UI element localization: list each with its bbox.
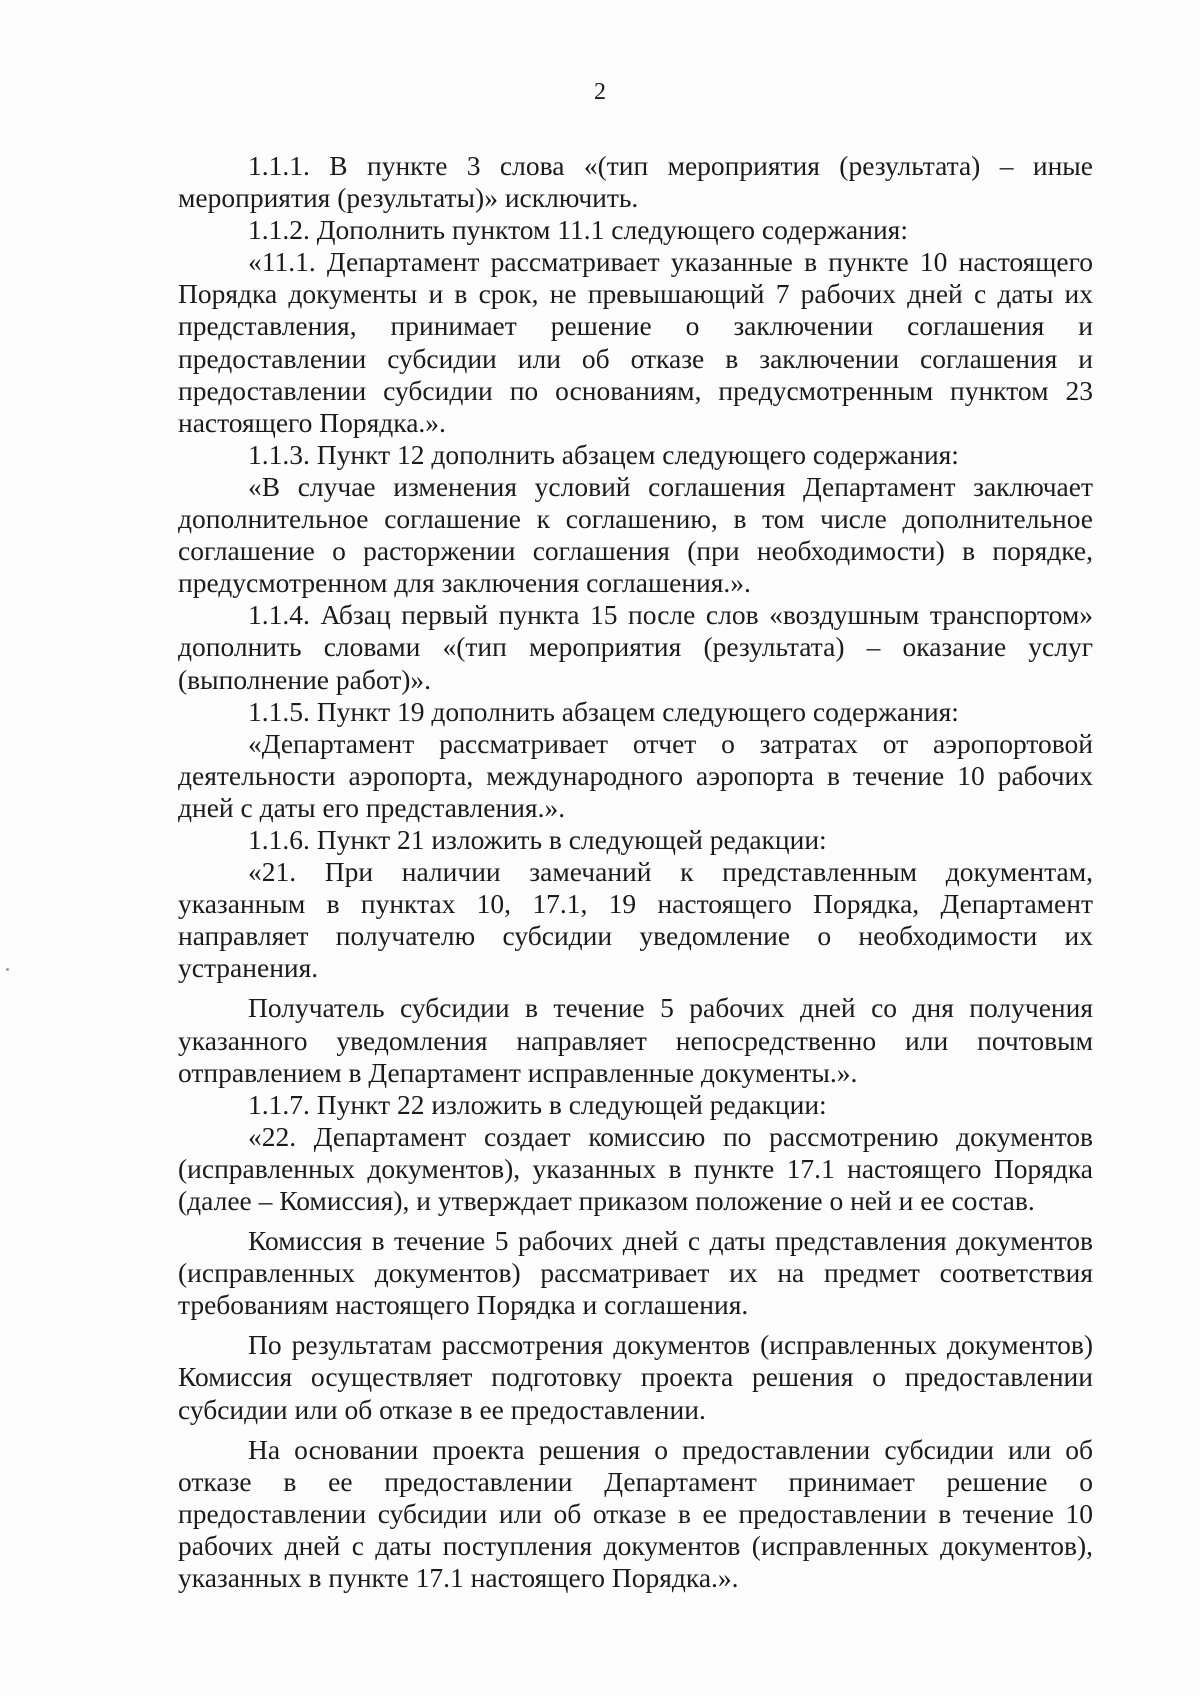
paragraph-1-1-6: 1.1.6. Пункт 21 изложить в следующей редакции:: [248, 823, 827, 855]
paragraph-1-1-4: 1.1.4. Абзац первый пункта 15 после слов «воздушным транспортом» дополнить словами «(тип мероприятия (результата) – оказание услуг (выполнение работ)».: [178, 599, 1093, 695]
paragraph-22-commission: Комиссия в течение 5 рабочих дней с даты представления документов (исправленных документов) рассматривает их на предмет соответствия требованиям настоящего Порядка и соглашения.: [178, 1225, 1093, 1321]
paragraph-1-1-3: 1.1.3. Пункт 12 дополнить абзацем следующего содержания:: [248, 438, 959, 470]
paragraph-21-recipient: Получатель субсидии в течение 5 рабочих дней со дня получения указанного уведомления направляет непосредственно или почтовым отправлением в Департамент исправленные документы.».: [178, 992, 1093, 1088]
paragraph-quote-21: «21. При наличии замечаний к представленным документам, указанным в пунктах 10, 17.1, 19 настоящего Порядка, Департамент направляет получателю субсидии уведомление о необходимости их устранения.: [178, 856, 1093, 984]
paragraph-22-decision: На основании проекта решения о предоставлении субсидии или об отказе в ее предоставлении Департамент принимает решение о предоставлении субсидии или об отказе в ее предоставлении в течение 10 рабочих дней с даты поступления документов (исправленных документов), указанных в пункте 17.1 настоящего Порядка.».: [178, 1433, 1093, 1594]
paragraph-quote-11-1: «11.1. Департамент рассматривает указанные в пункте 10 настоящего Порядка документы и в срок, не превышающий 7 рабочих дней с даты их представления, принимает решение о заключении соглашения и предоставлении субсидии или об отказе в заключении соглашения и предоставлении субсидии по основаниям, предусмотренным пунктом 23 настоящего Порядка.».: [178, 246, 1093, 438]
paragraph-1-1-5: 1.1.5. Пункт 19 дополнить абзацем следующего содержания:: [248, 695, 959, 727]
paragraph-1-1-1: 1.1.1. В пункте 3 слова «(тип мероприятия (результата) – иные мероприятия (результаты)» исключить.: [178, 150, 1093, 214]
paragraph-quote-22: «22. Департамент создает комиссию по рассмотрению документов (исправленных документов), указанных в пункте 17.1 настоящего Порядка (далее – Комиссия), и утверждает приказом положение о ней и ее состав.: [178, 1120, 1093, 1216]
paragraph-quote-12: «В случае изменения условий соглашения Департамент заключает дополнительное соглашение к соглашению, в том числе дополнительное соглашение о расторжении соглашения (при необходимости) в порядке, предусмотренном для заключения соглашения.».: [178, 470, 1093, 599]
paragraph-22-results: По результатам рассмотрения документов (исправленных документов) Комиссия осуществляет подготовку проекта решения о предоставлении субсидии или об отказе в ее предоставлении.: [178, 1329, 1093, 1425]
scan-artifact-dot: [6, 968, 9, 971]
page-number: 2: [594, 79, 606, 105]
paragraph-1-1-2: 1.1.2. Дополнить пунктом 11.1 следующего содержания:: [248, 214, 908, 246]
paragraph-1-1-7: 1.1.7. Пункт 22 изложить в следующей редакции:: [248, 1088, 827, 1120]
paragraph-quote-19: «Департамент рассматривает отчет о затратах от аэропортовой деятельности аэропорта, международного аэропорта в течение 10 рабочих дней с даты его представления.».: [178, 727, 1093, 823]
document-body: [178, 150, 1093, 1594]
